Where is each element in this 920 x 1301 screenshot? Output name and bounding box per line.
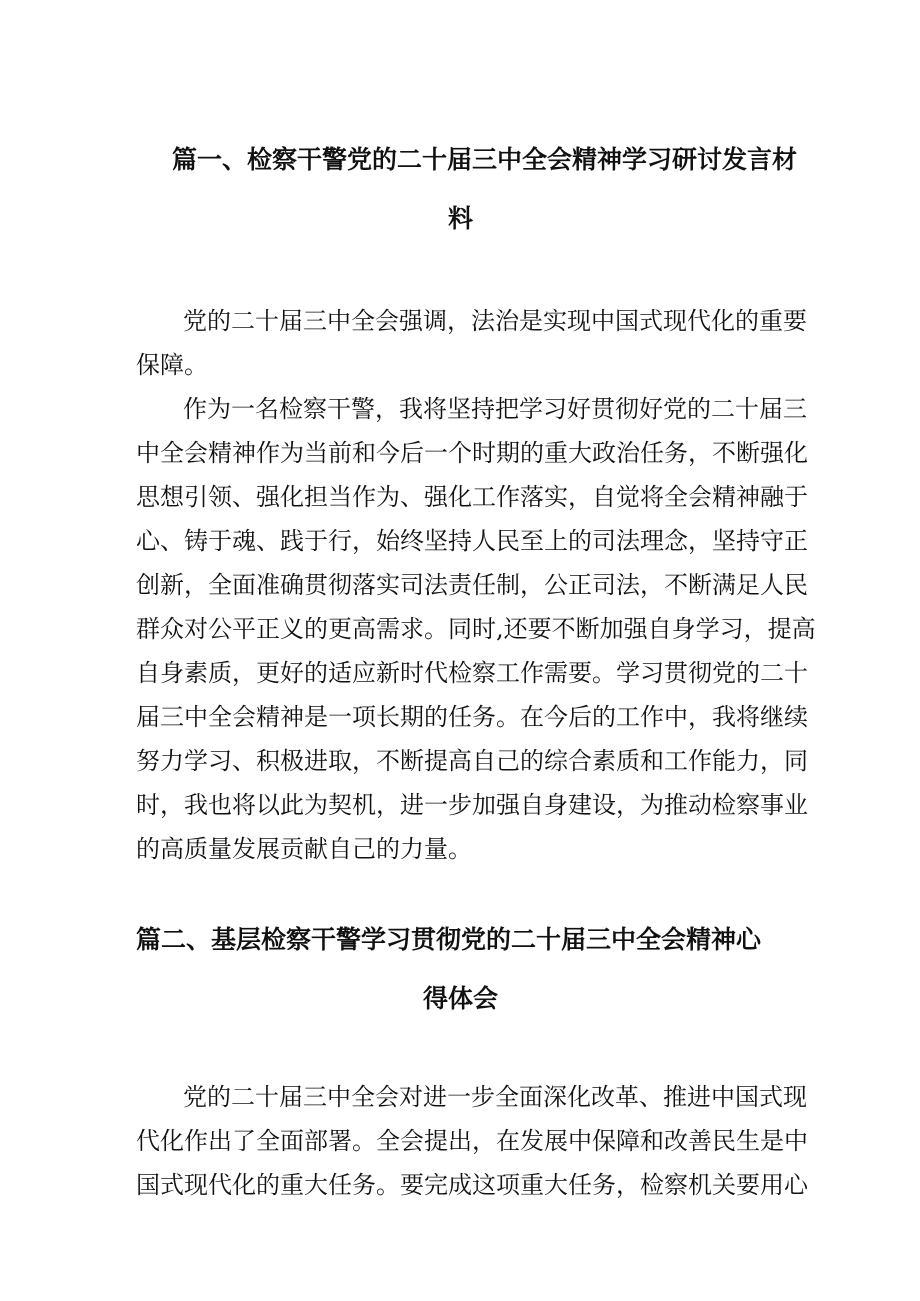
section1-para2-line10: 时，我也将以此为契机，进一步加强自身建设，为推动检察事业 <box>136 791 808 819</box>
section1-para2-line5: 创新，全面准确贯彻落实司法责任制，公正司法，不断满足人民 <box>136 571 808 599</box>
section1-para2-line6: 群众对公平正义的更高需求。同时,还要不断加强自身学习，提高 <box>136 615 816 643</box>
section2-para1-line3: 国式现代化的重大任务。要完成这项重大任务，检察机关要用心 <box>136 1171 808 1199</box>
section1-para2-line7: 自身素质，更好的适应新时代检察工作需要。学习贯彻党的二十 <box>136 659 808 687</box>
section1-para2-line3: 思想引领、强化担当作为、强化工作落实，自觉将全会精神融于 <box>136 483 808 511</box>
section1-para1-line2: 保障。 <box>136 351 208 379</box>
section1-para1-line1: 党的二十届三中全会强调，法治是实现中国式现代化的重要 <box>183 307 807 335</box>
section2-title-line2: 得体会 <box>423 984 499 1013</box>
section1-para2-line1: 作为一名检察干警，我将坚持把学习好贯彻好党的二十届三 <box>183 395 807 423</box>
section2-para1-line1: 党的二十届三中全会对进一步全面深化改革、推进中国式现 <box>183 1083 807 1111</box>
section1-para2-line8: 届三中全会精神是一项长期的任务。在今后的工作中，我将继续 <box>136 703 808 731</box>
section1-title-line1: 篇一、检察干警党的二十届三中全会精神学习研讨发言材 <box>172 145 798 174</box>
section1-title-line2: 料 <box>448 204 474 233</box>
section1-para2-line4: 心、铸于魂、践于行，始终坚持人民至上的司法理念，坚持守正 <box>136 527 808 555</box>
section1-para2-line2: 中全会精神作为当前和今后一个时期的重大政治任务，不断强化 <box>136 439 808 467</box>
section2-para1-line2: 代化作出了全面部署。全会提出，在发展中保障和改善民生是中 <box>136 1127 808 1155</box>
section2-title-line1: 篇二、基层检察干警学习贯彻党的二十届三中全会精神心 <box>136 925 762 954</box>
section1-para2-line9: 努力学习、积极进取，不断提高自己的综合素质和工作能力，同 <box>136 747 808 775</box>
section1-para2-line11: 的高质量发展贡献自己的力量。 <box>136 835 472 863</box>
